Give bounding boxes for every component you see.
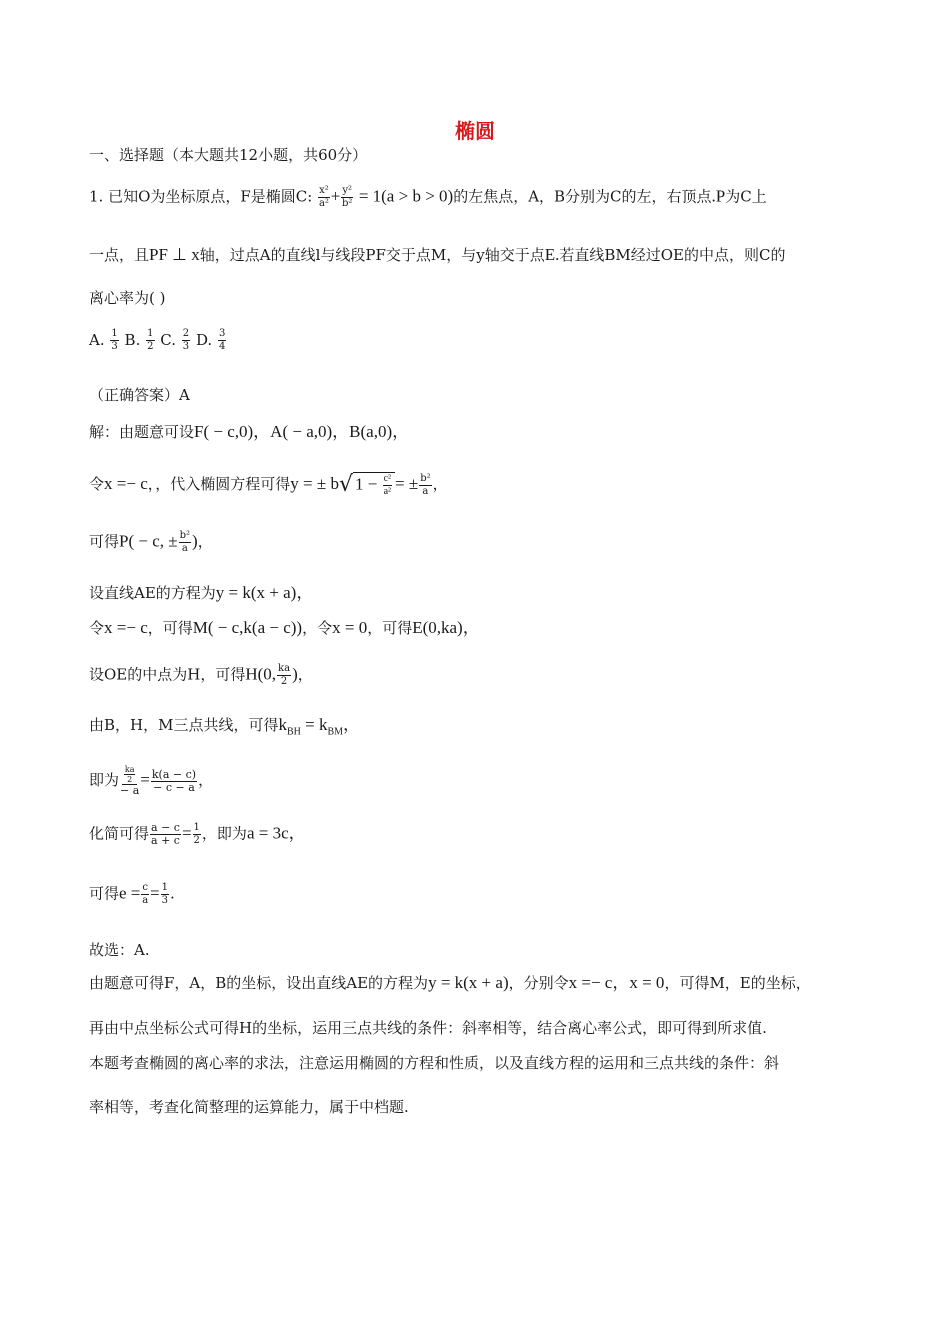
option-d[interactable]: D. $\frac{3}{4}$ <box>195 328 226 352</box>
solution-line-6: 设OE的中点为H，可得H(0, $\frac{ka}{2}$ )， <box>89 663 313 687</box>
analysis-line-2: 再由中点坐标公式可得H的坐标，运用三点共线的条件：斜率相等，结合离心率公式，即可得到所求值. <box>89 1019 767 1037</box>
answer-line: （正确答案）A <box>89 386 190 404</box>
solution-line-11: 故选：A. <box>89 941 150 959</box>
solution-line-7: 由B，H，M三点共线，可得$k_{BH} = k_{BM}$， <box>89 715 361 738</box>
solution-line-9: 化简可得 $\frac{a - c}{a + c}$ = $\frac{1}{2}$ ，即为a = 3c， <box>89 821 306 847</box>
option-a[interactable]: A. $\frac{1}{3}$ <box>89 328 118 352</box>
question-line-2: 一点，且PF ⊥ x轴，过点A的直线l与线段PF交于点M，与y轴交于点E.若直线BM经过OE的中点，则C的 <box>89 245 786 264</box>
option-c[interactable]: C. $\frac{2}{3}$ <box>160 328 190 352</box>
section-heading: 一、选择题（本大题共12小题，共60分） <box>89 146 368 164</box>
solution-line-3: 可得P( − c, ± $\frac{\text{b²}}{a}$ )， <box>89 530 213 554</box>
option-b[interactable]: B. $\frac{1}{2}$ <box>124 328 154 352</box>
comment-line-1: 本题考查椭圆的离心率的求法，注意运用椭圆的方程和性质，以及直线方程的运用和三点共线的条件：斜 <box>89 1054 780 1072</box>
comment-line-2: 率相等，考查化简整理的运算能力，属于中档题. <box>89 1098 409 1116</box>
question-line-3: 离心率为( ) <box>89 289 166 307</box>
solution-line-5: 令x =− c，可得M( − c,k(a − c))，令x = 0，可得E(0,ka)， <box>89 618 480 637</box>
question-line-1: 1. 已知O为坐标原点，F是椭圆C: $\frac{\text{x²}}{\text{a²}}$ + $\frac{\text{y²}}{\text{b²}}$ = 1(a > b > 0)的左焦点，A，B分别为C的左，右顶点.P为C上 <box>89 185 767 209</box>
page-title: 椭圆 <box>455 119 495 143</box>
solution-line-10: 可得e = $\frac{c}{a}$ = $\frac{1}{3}$ . <box>89 882 175 906</box>
solution-line-2: 令x =− c，，代入椭圆方程可得y = ± b√ 1 − $\frac{\text{c²}}{\text{a²}}$ = ± $\frac{\text{b²}}{a}$ ， <box>89 472 448 497</box>
solution-line-8: 即为 $\frac{\frac{ka}{2}}{- a}$ = $\frac{k(a - c)}{- c - a}$ ， <box>89 765 214 797</box>
solution-line-1: 解：由题意可设F( − c,0)，A( − a,0)，B(a,0)， <box>89 422 410 441</box>
solution-line-4: 设直线AE的方程为y = k(x + a)， <box>89 583 314 602</box>
analysis-line-1: 由题意可得F，A，B的坐标，设出直线AE的方程为y = k(x + a)，分别令x =− c，x = 0，可得M，E的坐标， <box>89 973 811 992</box>
options-line <box>89 328 227 353</box>
